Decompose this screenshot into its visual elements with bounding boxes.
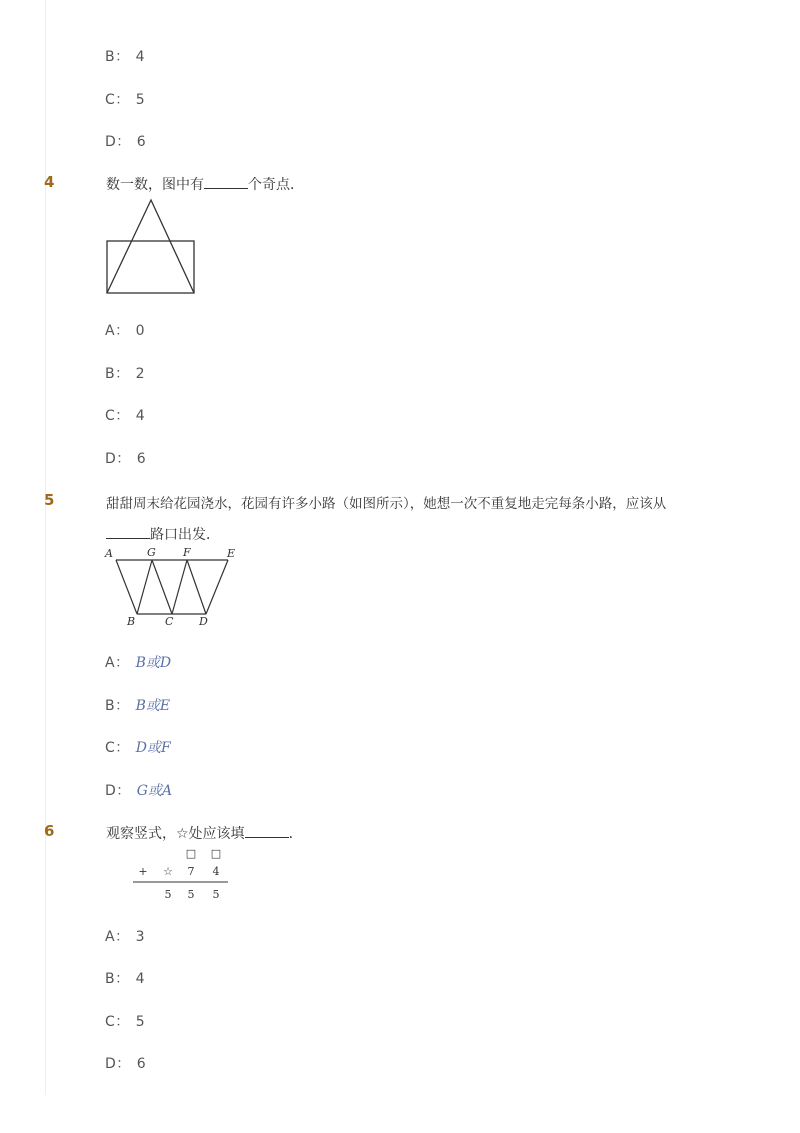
- option-value: 6: [136, 1056, 146, 1072]
- option-value: 0: [135, 323, 145, 339]
- option-label: D：: [105, 134, 131, 150]
- option-label: B：: [105, 49, 130, 65]
- option-label: C：: [105, 740, 130, 756]
- q4-option-a[interactable]: [105, 320, 145, 340]
- option-value: G或A: [136, 783, 173, 799]
- question-text: [106, 823, 303, 843]
- point-label-d: D: [199, 615, 208, 628]
- point-label-a: A: [105, 547, 113, 560]
- path-c-f: [172, 560, 187, 614]
- point-label-g: G: [147, 546, 156, 559]
- option-label: C：: [105, 1014, 130, 1030]
- q4-option-d[interactable]: [105, 448, 146, 468]
- option-label: D：: [105, 783, 131, 799]
- addend-digit-7: 7: [187, 865, 195, 878]
- path-d-e: [206, 560, 228, 614]
- question-number: 4: [44, 173, 55, 191]
- option-value: 4: [135, 971, 145, 987]
- option-label: A：: [105, 655, 130, 671]
- sum-digit-2: 5: [187, 888, 195, 901]
- option-label: B：: [105, 366, 130, 382]
- q5-option-c[interactable]: [105, 737, 171, 757]
- plus-sign: +: [138, 865, 148, 878]
- question-text-before: 观察竖式，☆处应该填: [106, 826, 245, 842]
- q5-garden-figure: [100, 544, 245, 629]
- sum-digit-3: 5: [212, 888, 220, 901]
- option-value: 3: [135, 929, 145, 945]
- q5-option-b[interactable]: [105, 695, 170, 715]
- option-label: B：: [105, 971, 130, 987]
- option-value: 5: [135, 1014, 145, 1030]
- q3-option-d[interactable]: [105, 131, 146, 151]
- answer-blank: [245, 825, 289, 838]
- point-label-e: E: [227, 547, 236, 560]
- option-label: D：: [105, 451, 131, 467]
- point-label-f: F: [183, 546, 191, 559]
- q3-option-b[interactable]: [105, 46, 145, 66]
- question-text-after: ．: [288, 826, 303, 842]
- question-text: [106, 174, 304, 194]
- box-digit-2: □: [210, 847, 222, 860]
- rectangle-shape: [107, 241, 194, 293]
- option-value: 4: [135, 408, 145, 424]
- path-f-d: [187, 560, 206, 614]
- option-value: 2: [135, 366, 145, 382]
- path-a-b: [116, 560, 137, 614]
- q6-option-a[interactable]: [105, 926, 145, 946]
- q3-option-c[interactable]: [105, 89, 145, 109]
- question-text-after: 个奇点．: [248, 177, 304, 193]
- q6-vertical-addition: [128, 842, 238, 904]
- q5-option-d[interactable]: [105, 780, 172, 800]
- q5-option-a[interactable]: [105, 652, 171, 672]
- option-label: C：: [105, 408, 130, 424]
- question-number: 5: [44, 491, 55, 509]
- option-value: B或E: [135, 698, 171, 714]
- question-text-line2: [106, 524, 220, 544]
- path-g-c: [152, 560, 172, 614]
- question-text-before: 数一数，图中有: [106, 177, 204, 193]
- q6-option-d[interactable]: [105, 1053, 146, 1073]
- option-value: 6: [136, 134, 146, 150]
- box-digit-1: □: [185, 847, 197, 860]
- path-b-g: [137, 560, 152, 614]
- triangle-shape: [107, 200, 194, 293]
- option-value: B或D: [135, 655, 172, 671]
- option-label: A：: [105, 929, 130, 945]
- q4-figure: [100, 195, 200, 297]
- left-margin-rule: [45, 0, 46, 1095]
- point-label-c: C: [165, 615, 174, 628]
- option-value: 6: [136, 451, 146, 467]
- option-label: D：: [105, 1056, 131, 1072]
- option-value: 5: [135, 92, 145, 108]
- question-text-after: 路口出发．: [150, 527, 220, 543]
- q4-option-b[interactable]: [105, 363, 145, 383]
- q6-option-b[interactable]: [105, 968, 145, 988]
- star-digit: ☆: [163, 865, 173, 878]
- option-label: B：: [105, 698, 130, 714]
- answer-blank: [106, 526, 150, 539]
- option-label: A：: [105, 323, 130, 339]
- question-number: 6: [44, 822, 55, 840]
- addend-digit-4: 4: [212, 865, 220, 878]
- point-label-b: B: [127, 615, 136, 628]
- option-label: C：: [105, 92, 130, 108]
- sum-digit-1: 5: [164, 888, 172, 901]
- q6-option-c[interactable]: [105, 1011, 145, 1031]
- q4-option-c[interactable]: [105, 405, 145, 425]
- option-value: 4: [135, 49, 145, 65]
- option-value: D或F: [135, 740, 171, 756]
- question-text-line1: 甜甜周末给花园浇水，花园有许多小路（如图所示），她想一次不重复地走完每条小路，应该从: [106, 496, 667, 512]
- answer-blank: [204, 176, 248, 189]
